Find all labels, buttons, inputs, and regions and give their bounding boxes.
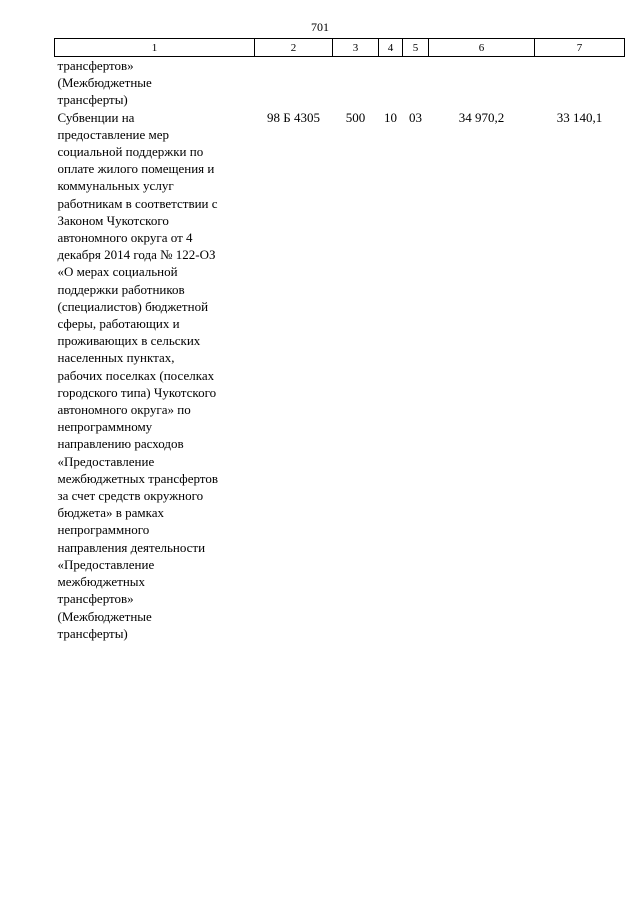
text-line: (Межбюджетные [57, 75, 152, 91]
table-header [55, 39, 625, 57]
text-line: трансфертов» [57, 591, 134, 607]
column-header-2: 2 [255, 39, 333, 57]
text-line: (специалистов) бюджетной [57, 298, 209, 314]
text-line: «Предоставление [57, 453, 155, 469]
text-line: непрограммного [57, 522, 150, 538]
text-line: поддержки работников [57, 281, 185, 297]
text-line: предоставление мер [57, 126, 170, 142]
text-line: работникам в соответствии с [57, 195, 218, 211]
text-line: за счет средств окружного [57, 488, 204, 504]
text-line: «Предоставление [57, 556, 155, 572]
text-line: проживающих в сельских [57, 333, 201, 349]
text-line: Субвенции на [57, 109, 135, 125]
text-line: (Межбюджетные [57, 608, 152, 624]
text-line: декабря 2014 года № 122-ОЗ [57, 247, 216, 263]
text-line: «О мерах социальной [57, 264, 178, 280]
budget-table [54, 38, 625, 642]
text-line: бюджета» в рамках [57, 505, 164, 521]
text-line: трансфертов» [57, 58, 134, 73]
continuation-row [55, 57, 625, 109]
text-line: коммунальных услуг [57, 178, 174, 194]
text-line: направлению расходов [57, 436, 184, 452]
column-header-7: 7 [535, 39, 625, 57]
column-header-1: 1 [55, 39, 255, 57]
amount-1-cell: 34 970,2 [458, 109, 505, 125]
row-description [55, 109, 255, 642]
column-header-3: 3 [333, 39, 379, 57]
column-header-4: 4 [379, 39, 403, 57]
text-line: трансферты) [57, 625, 128, 641]
text-line: направления деятельности [57, 539, 206, 555]
continuation-description [55, 57, 255, 109]
text-line: межбюджетных трансфертов [57, 470, 218, 486]
text-line: рабочих поселках (поселках [57, 367, 215, 383]
column-header-6: 6 [429, 39, 535, 57]
target-article-cell: 98 Б 4305 [267, 109, 320, 125]
header-row [55, 39, 625, 57]
text-line: социальной поддержки по [57, 144, 204, 160]
subsection-cell: 03 [409, 109, 422, 125]
text-line: оплате жилого помещения и [57, 161, 215, 177]
text-line: населенных пунктах, [57, 350, 175, 366]
text-line: трансферты) [57, 92, 128, 108]
expense-type-cell: 500 [345, 109, 366, 125]
page-number: 701 [311, 20, 329, 34]
amount-2-cell: 33 140,1 [556, 109, 603, 125]
column-header-5: 5 [403, 39, 429, 57]
text-line: автономного округа» по [57, 402, 191, 418]
table-row [55, 109, 625, 642]
text-line: автономного округа от 4 [57, 230, 193, 246]
text-line: непрограммному [57, 419, 153, 435]
text-line: Законом Чукотского [57, 212, 169, 228]
text-line: межбюджетных [57, 574, 146, 590]
text-line: городского типа) Чукотского [57, 384, 217, 400]
section-cell: 10 [384, 109, 397, 125]
text-line: сферы, работающих и [57, 316, 180, 332]
